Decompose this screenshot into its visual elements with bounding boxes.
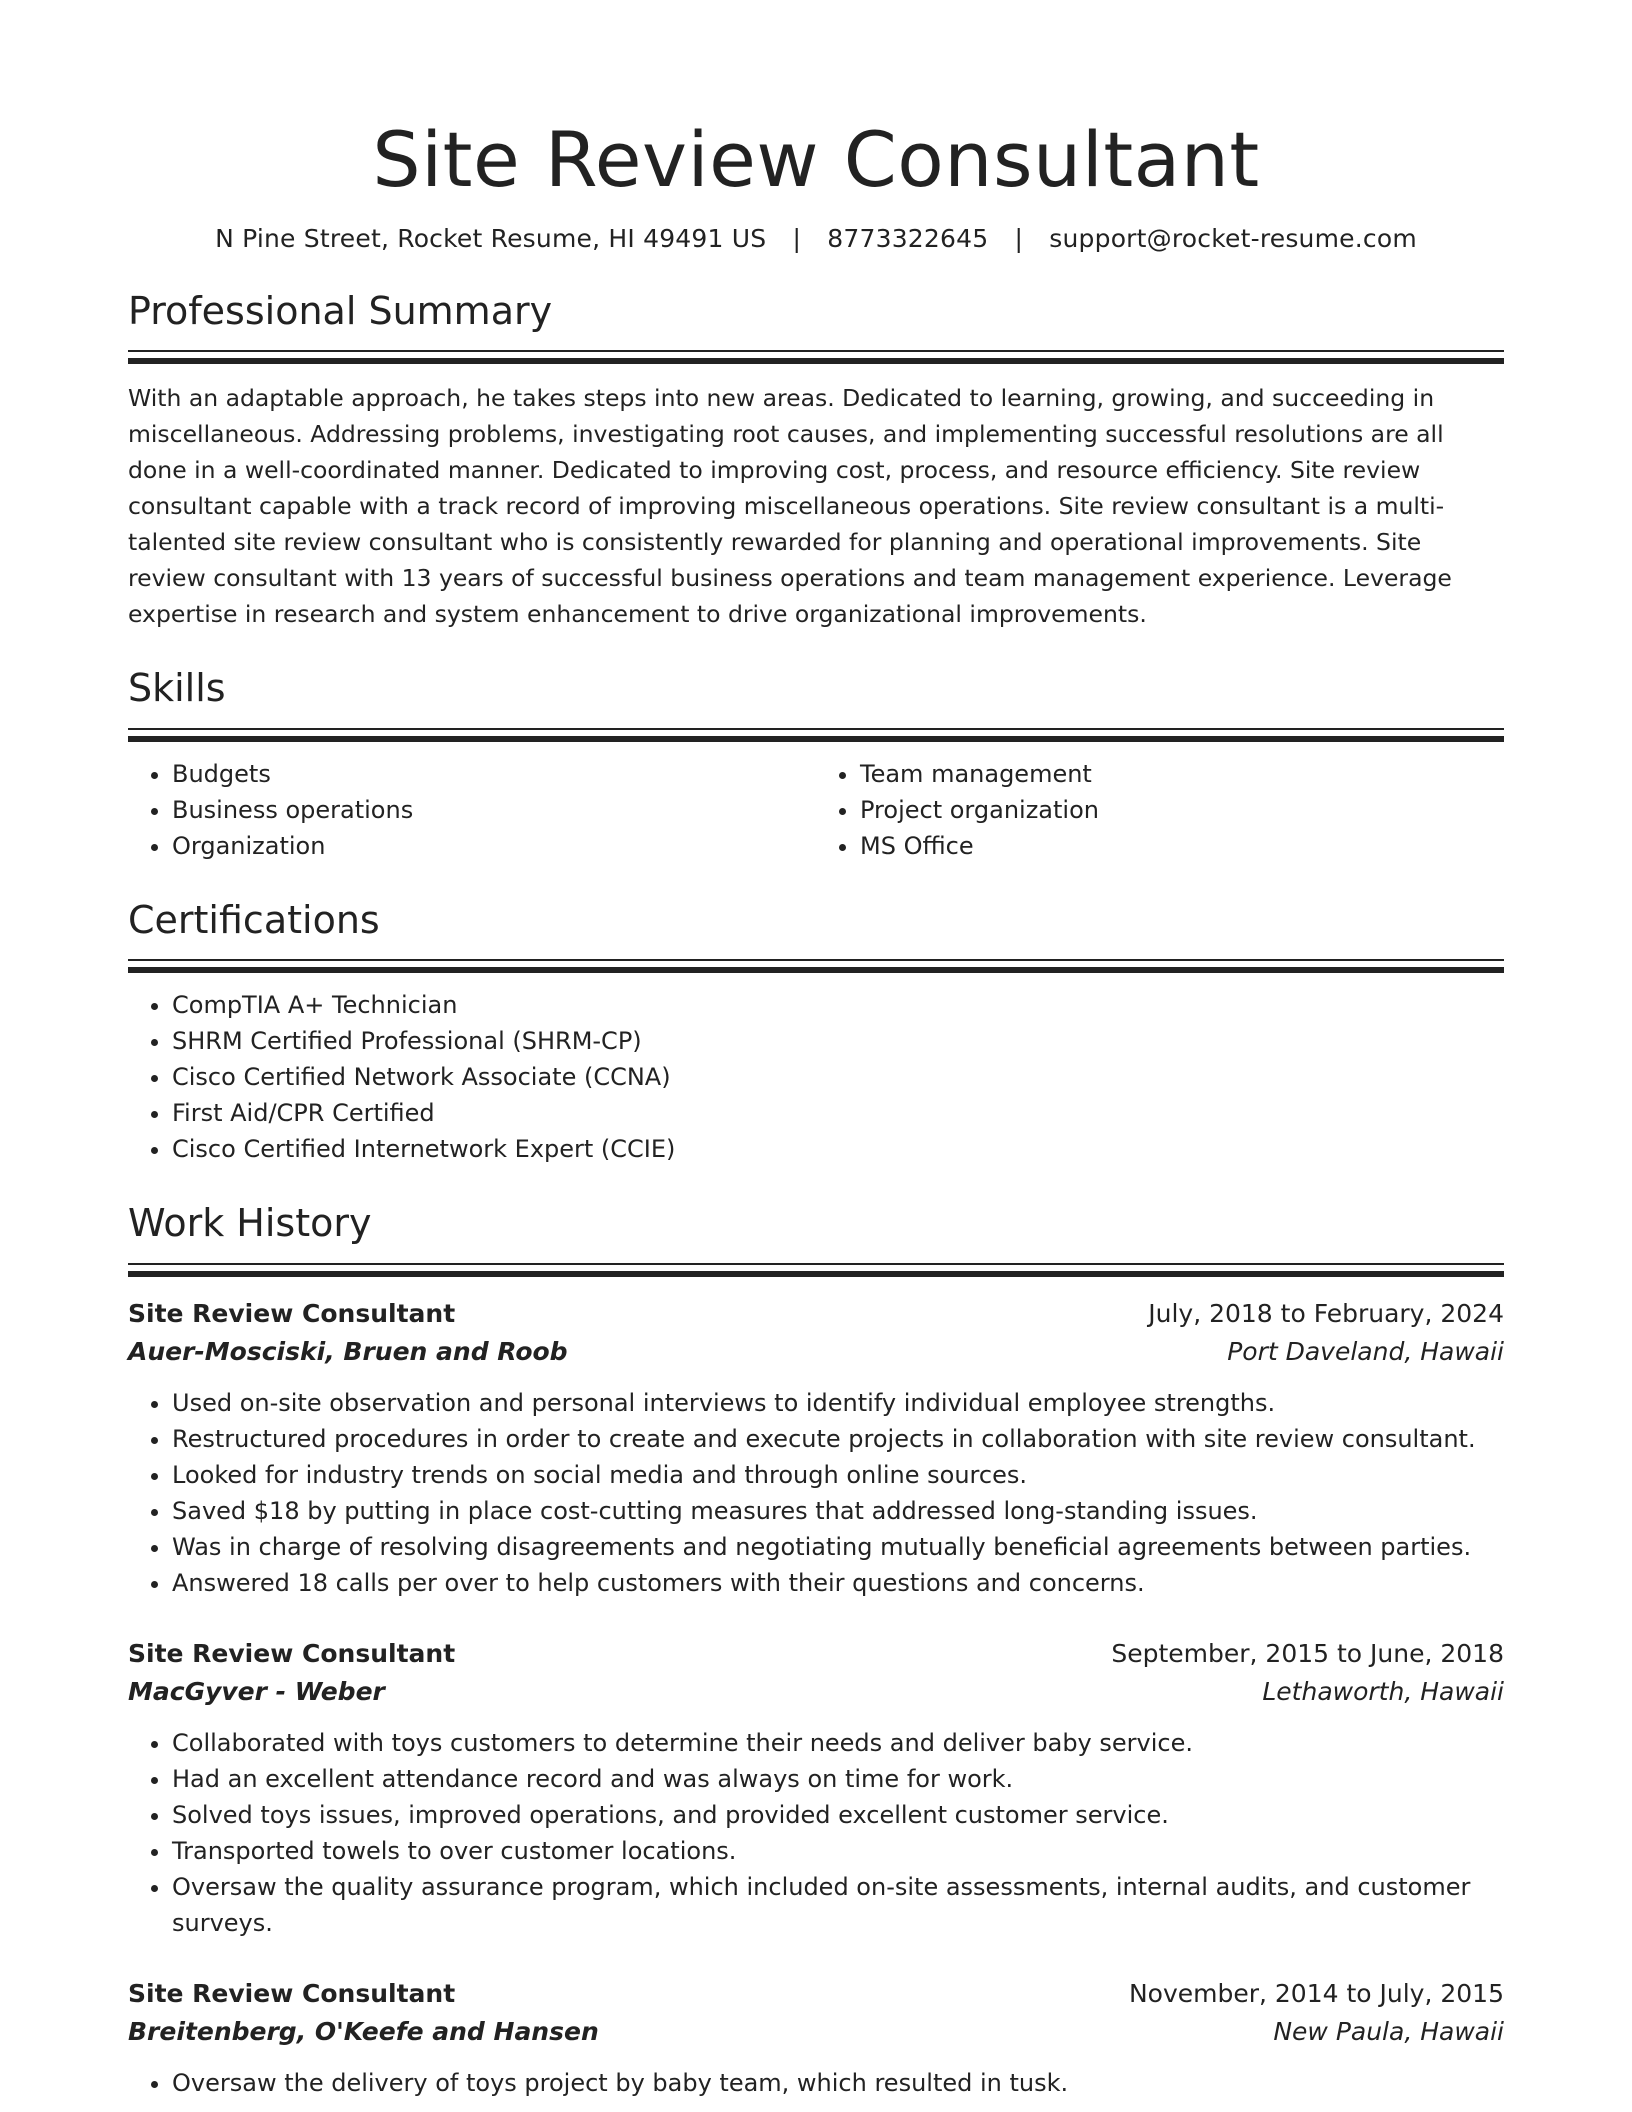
skill-item: • Organization bbox=[172, 828, 816, 864]
job-bullet: • Collaborated with toys customers to determine their needs and deliver baby service. bbox=[172, 1725, 1504, 1761]
skills-list-right bbox=[816, 756, 1504, 864]
contact-phone: 8773322645 bbox=[827, 223, 989, 253]
job-title: Site Review Consultant bbox=[128, 1298, 456, 1328]
job-dates: November, 2014 to July, 2015 bbox=[1128, 1978, 1504, 2008]
section-divider bbox=[128, 1263, 1504, 1275]
contact-email: support@rocket-resume.com bbox=[1049, 223, 1417, 253]
certification-item: • Cisco Certified Network Associate (CCNA) bbox=[172, 1059, 1504, 1095]
skill-item: • Budgets bbox=[172, 756, 816, 792]
job-bullets bbox=[128, 1725, 1504, 1941]
job-dates: July, 2018 to February, 2024 bbox=[1148, 1298, 1504, 1328]
job-company: Breitenberg, O'Keefe and Hansen bbox=[128, 2016, 599, 2046]
job-bullets bbox=[128, 2065, 1504, 2101]
job-title: Site Review Consultant bbox=[128, 1978, 456, 2008]
job-bullet: • Oversaw the delivery of toys project by baby team, which resulted in tusk. bbox=[172, 2065, 1504, 2101]
job-location: New Paula, Hawaii bbox=[1273, 2016, 1504, 2046]
job-header-row bbox=[128, 1975, 1504, 2013]
summary-title: Professional Summary bbox=[128, 288, 553, 333]
job-bullet: • Solved toys issues, improved operations, and provided excellent customer service. bbox=[172, 1797, 1504, 1833]
job-bullet: • Looked for industry trends on social media and through online sources. bbox=[172, 1457, 1504, 1493]
certification-item: • Cisco Certified Internetwork Expert (CCIE) bbox=[172, 1131, 1504, 1167]
skills-title: Skills bbox=[128, 666, 226, 711]
job-bullet: • Restructured procedures in order to create and execute projects in collaboration with site review consultant. bbox=[172, 1421, 1504, 1457]
contact-separator: | bbox=[792, 223, 802, 253]
certifications-list bbox=[128, 987, 1504, 1167]
skill-item: • Project organization bbox=[860, 792, 1504, 828]
summary-section bbox=[128, 289, 1504, 633]
resume-name: Site Review Consultant bbox=[372, 115, 1260, 204]
job-bullet: • Had an excellent attendance record and was always on time for work. bbox=[172, 1761, 1504, 1797]
job-company: MacGyver - Weber bbox=[128, 1676, 385, 1706]
contact-separator: | bbox=[1014, 223, 1024, 253]
job-entry bbox=[128, 1295, 1504, 1601]
section-divider bbox=[128, 350, 1504, 362]
skill-item: • Business operations bbox=[172, 792, 816, 828]
job-company-row bbox=[128, 1673, 1504, 1711]
certifications-title: Certifications bbox=[128, 897, 380, 942]
skills-section bbox=[128, 666, 1504, 864]
job-entry bbox=[128, 1975, 1504, 2101]
skill-item: • MS Office bbox=[860, 828, 1504, 864]
job-bullet: • Used on-site observation and personal interviews to identify individual employee strengths. bbox=[172, 1385, 1504, 1421]
job-location: Lethaworth, Hawaii bbox=[1262, 1676, 1504, 1706]
job-entry bbox=[128, 1635, 1504, 1941]
job-location: Port Daveland, Hawaii bbox=[1227, 1336, 1504, 1366]
job-company: Auer-Mosciski, Bruen and Roob bbox=[128, 1336, 568, 1366]
job-bullets bbox=[128, 1385, 1504, 1601]
job-bullet: • Answered 18 calls per over to help customers with their questions and concerns. bbox=[172, 1565, 1504, 1601]
job-title: Site Review Consultant bbox=[128, 1638, 456, 1668]
job-dates: September, 2015 to June, 2018 bbox=[1111, 1638, 1504, 1668]
contact-address: N Pine Street, Rocket Resume, HI 49491 US bbox=[215, 223, 767, 253]
certification-item: • SHRM Certified Professional (SHRM-CP) bbox=[172, 1023, 1504, 1059]
job-bullet: • Was in charge of resolving disagreements and negotiating mutually beneficial agreements between parties. bbox=[172, 1529, 1504, 1565]
section-divider bbox=[128, 959, 1504, 971]
job-bullet: • Oversaw the quality assurance program, which included on-site assessments, internal audits, and customer surveys. bbox=[172, 1869, 1504, 1941]
work-history-section bbox=[128, 1201, 1504, 2101]
job-company-row bbox=[128, 1333, 1504, 1371]
skill-item: • Team management bbox=[860, 756, 1504, 792]
certification-item: • CompTIA A+ Technician bbox=[172, 987, 1504, 1023]
certification-item: • First Aid/CPR Certified bbox=[172, 1095, 1504, 1131]
certifications-section bbox=[128, 898, 1504, 1168]
contact-line bbox=[128, 224, 1504, 253]
section-divider bbox=[128, 728, 1504, 740]
summary-text: With an adaptable approach, he takes steps into new areas. Dedicated to learning, growing, and succeeding in miscellaneous. Addressing problems, investigating root causes, and implementing successful resolutions are all done in a well-coordinated manner. Dedicated to improving cost, process, and resource efficiency. Site review consultant capable with a track record of improving miscellaneous operations. Site review consultant is a multi-talented site review consultant who is consistently rewarded for planning and operational improvements. Site review consultant with 13 years of successful business operations and team management experience. Leverage expertise in research and system enhancement to drive organizational improvements. bbox=[128, 384, 1452, 629]
job-bullet: • Saved $18 by putting in place cost-cutting measures that addressed long-standing issues. bbox=[172, 1493, 1504, 1529]
skills-list-left bbox=[128, 756, 816, 864]
skills-grid bbox=[128, 756, 1504, 864]
job-bullet: • Transported towels to over customer locations. bbox=[172, 1833, 1504, 1869]
job-company-row bbox=[128, 2013, 1504, 2051]
job-header-row bbox=[128, 1295, 1504, 1333]
job-header-row bbox=[128, 1635, 1504, 1673]
work-history-title: Work History bbox=[128, 1201, 372, 1246]
